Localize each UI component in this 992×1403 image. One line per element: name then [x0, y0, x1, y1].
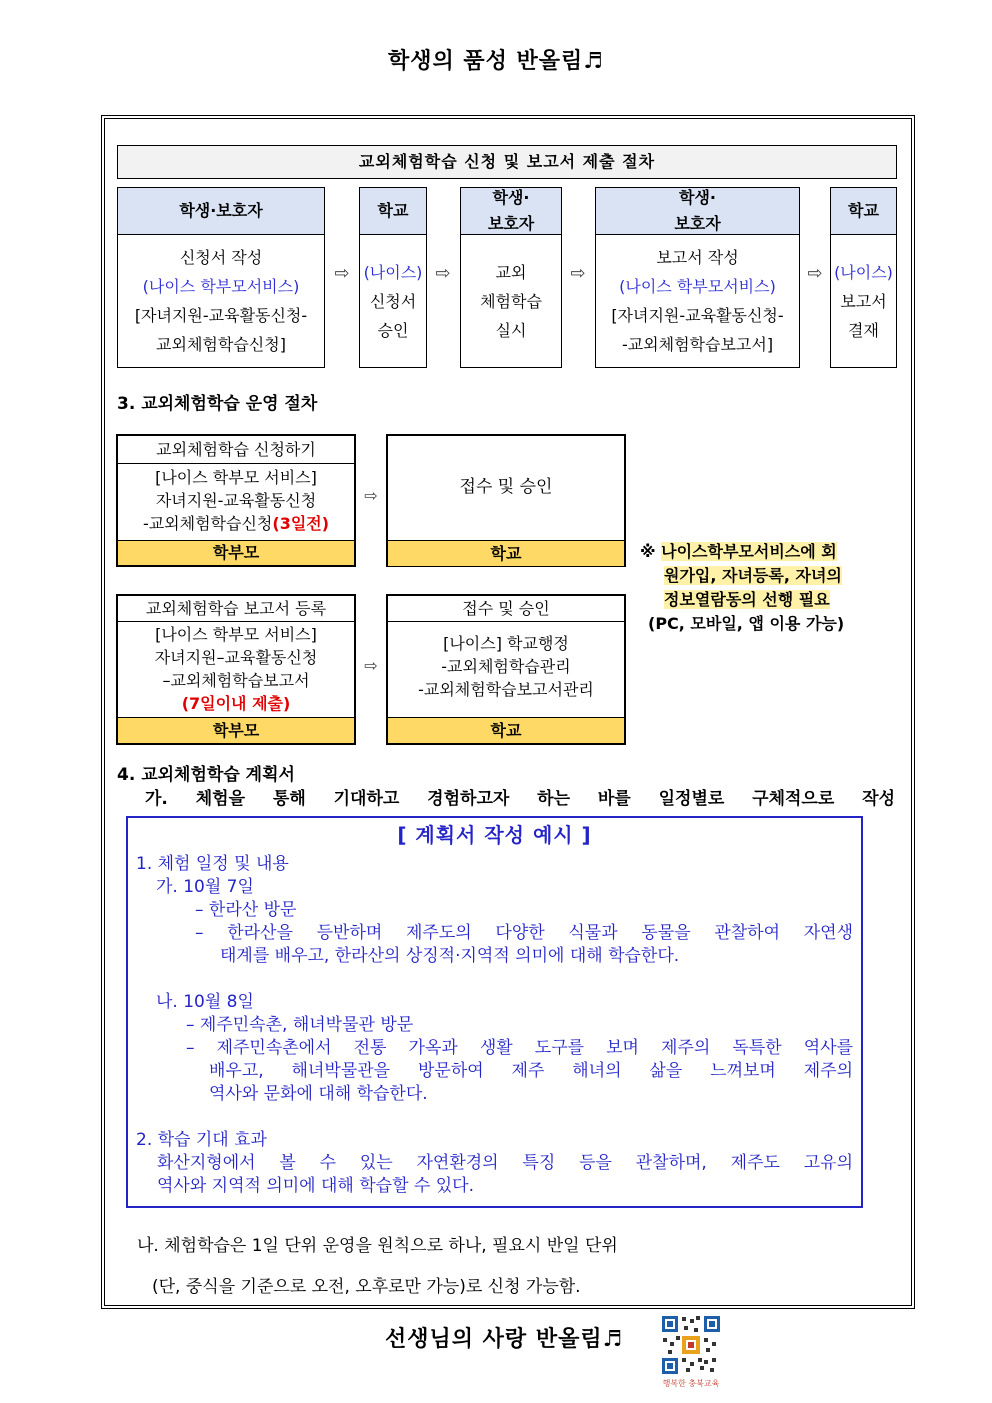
plan-day-1: 가. 10월 7일 [156, 877, 254, 897]
step-2-actor: 학교 [360, 188, 426, 235]
qr-code-icon[interactable] [660, 1314, 722, 1376]
step-3-line-1: 교외 [495, 262, 527, 282]
plan-item-2: 2. 학습 기대 효과 [136, 1130, 267, 1150]
approve-box-2 [386, 594, 626, 745]
procedure-step-4 [595, 187, 800, 368]
step-4-actor-line-1: 학생· [679, 188, 716, 207]
step-1-actor: 학생·보호자 [118, 188, 324, 235]
section-4-sub-a: 가. 체험을 통해 기대하고 경험하고자 하는 바를 일정별로 구체적으로 작성 [145, 789, 895, 809]
procedure-title: 교외체험학습 신청 및 보고서 제출 절차 [117, 145, 897, 179]
step-3-line-2: 체험학습 [480, 291, 542, 311]
step-5-line-3: 결재 [848, 320, 879, 340]
plan-effect-2: 역사와 지역적 의미에 대해 학습할 수 있다. [157, 1176, 475, 1196]
note-line-1: 나이스학부모서비스에 회 [661, 542, 837, 561]
plan-day-1-bullet-2b: 태계를 배우고, 한라산의 상징적·지역적 의미에 대해 학습한다. [220, 946, 680, 966]
report-deadline: (7일이내 제출) [181, 694, 291, 713]
note-mark: ※ [640, 542, 656, 561]
approve-2-line-3: -교외체험학습보고서관리 [418, 680, 594, 699]
approve-1-text: 접수 및 승인 [459, 476, 553, 497]
plan-day-1-bullet-1: – 한라산 방문 [195, 900, 297, 920]
flow-arrow-1: ⇨ [364, 486, 378, 505]
plan-day-2-bullet-2b: 배우고, 해녀박물관을 방문하여 제주 해녀의 삶을 느껴보며 제주의 [209, 1061, 853, 1081]
step-4-line-1: 보고서 작성 [656, 248, 739, 267]
report-title: 교외체험학습 보고서 등록 [118, 596, 354, 622]
section-4-sub-b-line-2: (단, 중식을 기준으로 오전, 오후로만 가능)로 신청 가능함. [152, 1277, 581, 1297]
note-line-3: 정보열람동의 선행 필요 [664, 590, 830, 609]
step-3-actor-line-1: 학생· [492, 188, 530, 207]
step-5-line-2: 보고서 [840, 291, 887, 311]
flow-arrow-2: ⇨ [364, 656, 378, 675]
approve-1-actor: 학교 [388, 540, 624, 566]
section-3-heading: 3. 교외체험학습 운영 절차 [117, 394, 318, 414]
report-line-1: [나이스 학부모 서비스] [155, 625, 317, 644]
note-line-2: 원가입, 자녀등록, 자녀의 [664, 566, 842, 585]
step-4-line-2: (나이스 학부모서비스) [619, 277, 776, 296]
membership-note [640, 540, 902, 636]
report-line-2: 자녀지원–교육활동신청 [154, 648, 318, 667]
plan-day-2-bullet-2c: 역사와 문화에 대해 학습한다. [209, 1084, 428, 1104]
step-2-line-2: 신청서 [369, 291, 417, 311]
step-4-line-3: [자녀지원-교육활동신청- [611, 306, 784, 325]
section-4-heading: 4. 교외체험학습 계획서 [117, 765, 295, 785]
plan-day-1-bullet-2a: – 한라산을 등반하며 제주도의 다양한 식물과 동물을 관찰하여 자연생 [195, 923, 853, 943]
approve-2-line-2: -교외체험학습관리 [441, 657, 571, 676]
procedure-step-1 [117, 187, 325, 368]
step-1-line-4: 교외체험학습신청] [156, 335, 286, 354]
step-1-line-1: 신청서 작성 [179, 248, 263, 267]
report-line-3: –교외체험학습보고서 [162, 671, 310, 690]
apply-title: 교외체험학습 신청하기 [118, 436, 354, 464]
step-1-line-3: [자녀지원-교육활동신청- [134, 306, 308, 325]
step-arrow-3: ⇨ [570, 263, 586, 284]
apply-actor: 학부모 [118, 540, 354, 565]
step-arrow-2: ⇨ [435, 263, 451, 284]
step-5-line-1: (나이스) [834, 262, 893, 282]
note-line-4: (PC, 모바일, 앱 이용 가능) [648, 614, 845, 633]
approve-2-title: 접수 및 승인 [388, 596, 624, 622]
approve-box-1 [386, 434, 626, 567]
footer-title: 선생님의 사랑 반올림♬ [385, 1326, 624, 1352]
step-4-actor-line-2: 보호자 [674, 214, 721, 233]
apply-line-2: 자녀지원-교육활동신청 [155, 491, 317, 510]
step-arrow-4: ⇨ [807, 263, 823, 284]
apply-deadline: (3일전) [272, 514, 330, 533]
approve-2-line-1: [나이스] 학교행정 [443, 634, 569, 653]
step-5-actor: 학교 [831, 188, 896, 235]
step-2-line-3: 승인 [377, 320, 409, 340]
procedure-step-2 [359, 187, 427, 368]
approve-2-actor: 학교 [388, 717, 624, 743]
report-actor: 학부모 [118, 717, 354, 743]
step-3-line-3: 실시 [495, 320, 527, 340]
step-1-line-2: (나이스 학부모서비스) [142, 277, 300, 296]
step-3-actor-line-2: 보호자 [487, 214, 535, 233]
apply-line-3: -교외체험학습신청 [142, 514, 273, 533]
plan-item-1: 1. 체험 일정 및 내용 [136, 854, 289, 874]
report-box [116, 594, 356, 745]
header-title: 학생의 품성 반올림♬ [387, 48, 605, 74]
section-4-sub-b-line-1: 나. 체험학습은 1일 단위 운영을 원칙으로 하나, 필요시 반일 단위 [137, 1236, 618, 1256]
procedure-step-5 [830, 187, 897, 368]
plan-title: [ 계획서 작성 예시 ] [397, 823, 592, 847]
apply-line-1: [나이스 학부모 서비스] [155, 468, 317, 487]
procedure-step-3 [460, 187, 562, 368]
footer-logo-text: 행복한 충북교육 [662, 1379, 720, 1388]
plan-day-2-bullet-1: – 제주민속촌, 해녀박물관 방문 [186, 1015, 414, 1035]
apply-box [116, 434, 356, 567]
step-arrow-1: ⇨ [334, 263, 350, 284]
plan-effect-1: 화산지형에서 볼 수 있는 자연환경의 특징 등을 관찰하며, 제주도 고유의 [157, 1153, 853, 1173]
plan-day-2: 나. 10월 8일 [156, 992, 254, 1012]
plan-day-2-bullet-2a: – 제주민속촌에서 전통 가옥과 생활 도구를 보며 제주의 독특한 역사를 [186, 1038, 853, 1058]
step-2-line-1: (나이스) [363, 262, 423, 282]
step-4-line-4: -교외체험학습보고서] [621, 335, 774, 354]
